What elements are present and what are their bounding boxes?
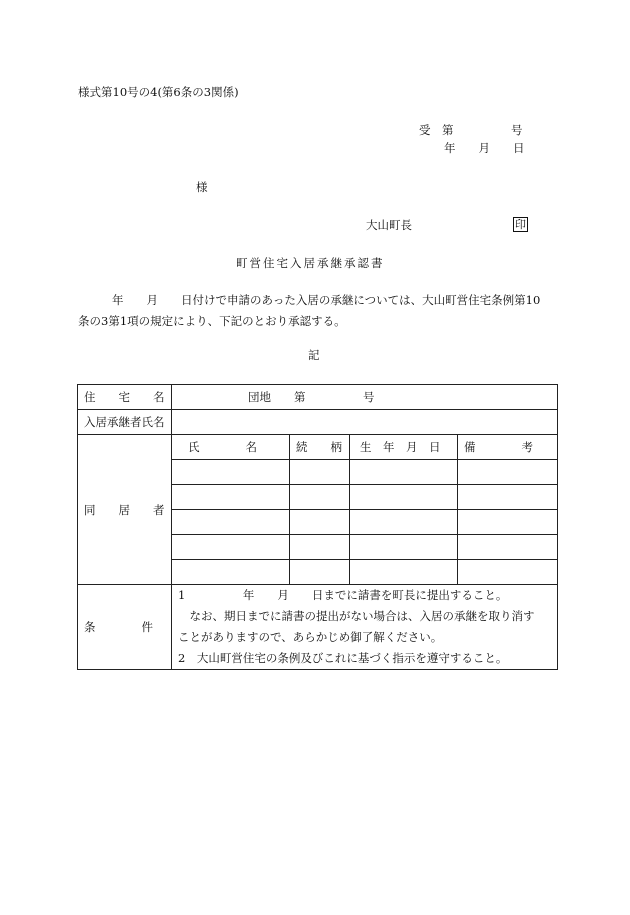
cell xyxy=(350,560,458,585)
form-number: 様式第10号の4(第6条の3関係) xyxy=(78,85,239,99)
cell xyxy=(172,535,290,560)
successor-label: 入居承継者氏名 xyxy=(78,410,172,435)
condition-line: ことがありますので、あらかじめ御了解ください。 xyxy=(178,630,443,644)
cell xyxy=(350,535,458,560)
condition-line: 1 年 月 日までに請書を町長に提出すること。 xyxy=(178,588,508,602)
cell xyxy=(350,485,458,510)
conditions-label: 条 件 xyxy=(78,585,172,670)
house-name-label: 住 宅 名 xyxy=(78,385,172,410)
house-name-row xyxy=(78,385,558,410)
column-birthdate: 生 年 月 日 xyxy=(350,435,458,460)
seal-stamp xyxy=(513,217,528,232)
cell xyxy=(350,460,458,485)
issuer-name: 大山町長 xyxy=(366,218,412,232)
condition-line: なお、期日までに請書の提出がない場合は、入居の承継を取り消す xyxy=(178,609,535,623)
column-relation: 続 柄 xyxy=(290,435,350,460)
cell xyxy=(458,510,558,535)
seal-icon: 印 xyxy=(515,218,526,231)
cell xyxy=(172,560,290,585)
ki-heading: 記 xyxy=(308,348,320,362)
house-name-value: 団地 第 号 xyxy=(172,385,558,410)
column-name: 氏 名 xyxy=(172,435,290,460)
cell xyxy=(290,460,350,485)
issue-date: 年 月 日 xyxy=(444,141,525,155)
cell xyxy=(458,560,558,585)
addressee-honorific: 様 xyxy=(196,180,208,194)
cohabitants-label: 同 居 者 xyxy=(78,435,172,585)
cell xyxy=(290,485,350,510)
cell xyxy=(172,485,290,510)
column-remarks: 備 考 xyxy=(458,435,558,460)
body-line-2: 条の3第1項の規定により、下記のとおり承認する。 xyxy=(78,314,346,328)
cell xyxy=(458,535,558,560)
cell xyxy=(172,510,290,535)
cell xyxy=(350,510,458,535)
successor-value xyxy=(172,410,558,435)
cell xyxy=(290,560,350,585)
approval-body xyxy=(78,290,558,332)
condition-line: 2 大山町営住宅の条例及びこれに基づく指示を遵守すること。 xyxy=(178,651,508,665)
cell xyxy=(458,485,558,510)
conditions-row xyxy=(78,585,558,670)
receipt-number: 受 第 号 xyxy=(419,123,523,137)
cohabitant-table xyxy=(77,384,558,670)
cell xyxy=(458,460,558,485)
body-line-1: 年 月 日付けで申請のあった入居の承継については、大山町営住宅条例第10 xyxy=(112,293,541,307)
cell xyxy=(172,460,290,485)
document-title: 町営住宅入居承継承認書 xyxy=(236,256,385,270)
cohabitant-header-row xyxy=(78,435,558,460)
conditions-text xyxy=(172,585,558,670)
cell xyxy=(290,535,350,560)
cell xyxy=(290,510,350,535)
successor-row xyxy=(78,410,558,435)
